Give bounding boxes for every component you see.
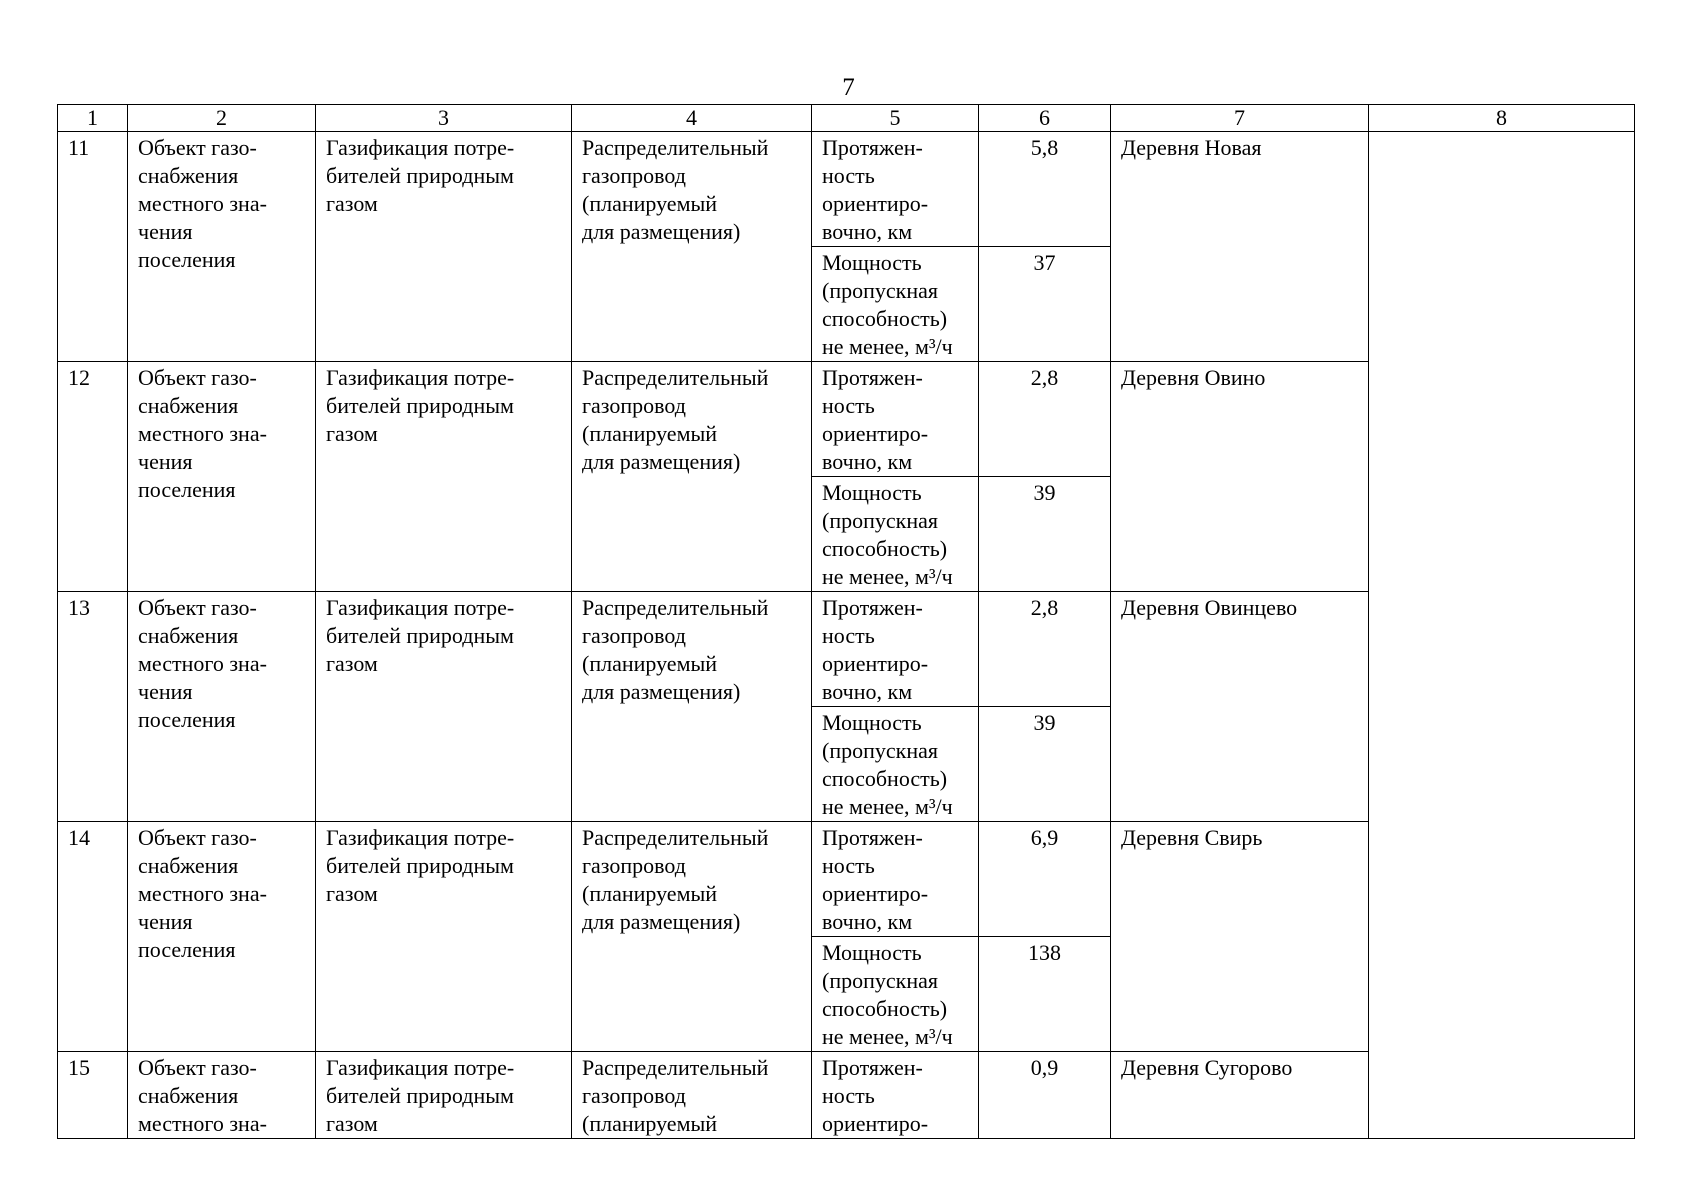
location-cell: Деревня Свирь [1111,822,1369,1052]
capacity-label: Мощность (пропускная способность) не менее, м³/ч [812,937,979,1052]
length-label: Протяжен- ность ориентиро- вочно, км [812,132,979,247]
data-table [57,104,1635,1139]
row-number: 13 [58,592,128,822]
length-label: Протяжен- ность ориентиро- вочно, км [812,822,979,937]
capacity-label: Мощность (пропускная способность) не менее, м³/ч [812,707,979,822]
object-cell: Объект газо- снабжения местного зна- чения поселения [128,822,316,1052]
type-cell: Распределительный газопровод (планируемый для размещения) [572,822,812,1052]
purpose-cell: Газификация потре- бителей природным газом [316,132,572,362]
type-cell: Распределительный газопровод (планируемый для размещения) [572,362,812,592]
header-cell-3: 3 [316,105,572,132]
location-cell: Деревня Новая [1111,132,1369,362]
capacity-value: 39 [979,707,1111,822]
purpose-cell: Газификация потре- бителей природным газом [316,362,572,592]
length-label: Протяжен- ность ориентиро- вочно, км [812,592,979,707]
header-cell-4: 4 [572,105,812,132]
capacity-label: Мощность (пропускная способность) не менее, м³/ч [812,477,979,592]
type-cell: Распределительный газопровод (планируемый [572,1052,812,1139]
length-label: Протяжен- ность ориентиро- вочно, км [812,362,979,477]
table-row [58,132,1635,247]
header-cell-6: 6 [979,105,1111,132]
object-cell: Объект газо- снабжения местного зна- чения поселения [128,362,316,592]
object-cell: Объект газо- снабжения местного зна- [128,1052,316,1139]
column-8-cell [1369,132,1635,1139]
row-number: 12 [58,362,128,592]
length-value: 2,8 [979,362,1111,477]
type-cell: Распределительный газопровод (планируемый для размещения) [572,132,812,362]
capacity-value: 138 [979,937,1111,1052]
capacity-value: 37 [979,247,1111,362]
purpose-cell: Газификация потре- бителей природным газом [316,822,572,1052]
type-cell: Распределительный газопровод (планируемый для размещения) [572,592,812,822]
header-cell-1: 1 [58,105,128,132]
purpose-cell: Газификация потре- бителей природным газом [316,1052,572,1139]
row-number: 15 [58,1052,128,1139]
length-label: Протяжен- ность ориентиро- [812,1052,979,1139]
header-cell-5: 5 [812,105,979,132]
location-cell: Деревня Сугорово [1111,1052,1369,1139]
length-value: 5,8 [979,132,1111,247]
location-cell: Деревня Овинцево [1111,592,1369,822]
object-cell: Объект газо- снабжения местного зна- чения поселения [128,132,316,362]
length-value: 2,8 [979,592,1111,707]
page-number: 7 [842,74,855,101]
purpose-cell: Газификация потре- бителей природным газом [316,592,572,822]
header-cell-2: 2 [128,105,316,132]
location-cell: Деревня Овино [1111,362,1369,592]
row-number: 14 [58,822,128,1052]
capacity-value: 39 [979,477,1111,592]
length-value: 0,9 [979,1052,1111,1139]
object-cell: Объект газо- снабжения местного зна- чения поселения [128,592,316,822]
header-row [58,105,1635,132]
header-cell-7: 7 [1111,105,1369,132]
capacity-label: Мощность (пропускная способность) не менее, м³/ч [812,247,979,362]
header-cell-8: 8 [1369,105,1635,132]
length-value: 6,9 [979,822,1111,937]
row-number: 11 [58,132,128,362]
